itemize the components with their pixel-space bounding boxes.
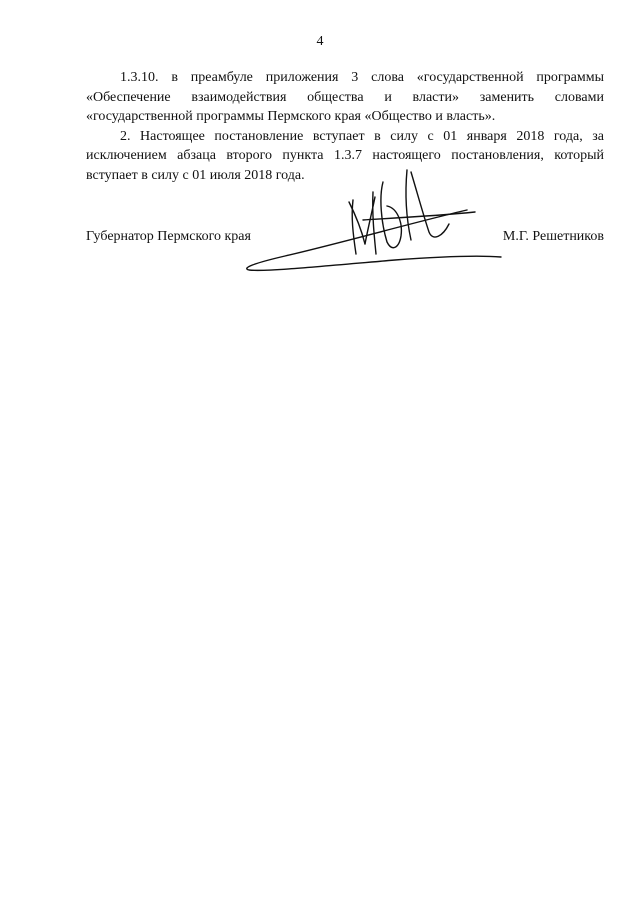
page-number: 4 — [316, 34, 324, 49]
paragraph-1-3-10 — [86, 68, 604, 127]
paragraph-text: 2. Настоящее постановление вступает в силу с 01 января 2018 года, за исключением абзаца второго пункта 1.3.7 настоящего постановления, который вступает в силу с 01 июля 2018 года. — [86, 128, 604, 183]
paragraph-text: 1.3.10. в преамбуле приложения 3 слова «государственной программы «Обеспечение взаимодействия общества и власти» заменить словами «государственной программы Пермского края «Общество и власть». — [86, 70, 604, 124]
handwritten-signature — [235, 162, 510, 288]
signatory-title: Губернатор Пермского края — [86, 229, 251, 244]
signatory-name: М.Г. Решетников — [502, 229, 604, 244]
